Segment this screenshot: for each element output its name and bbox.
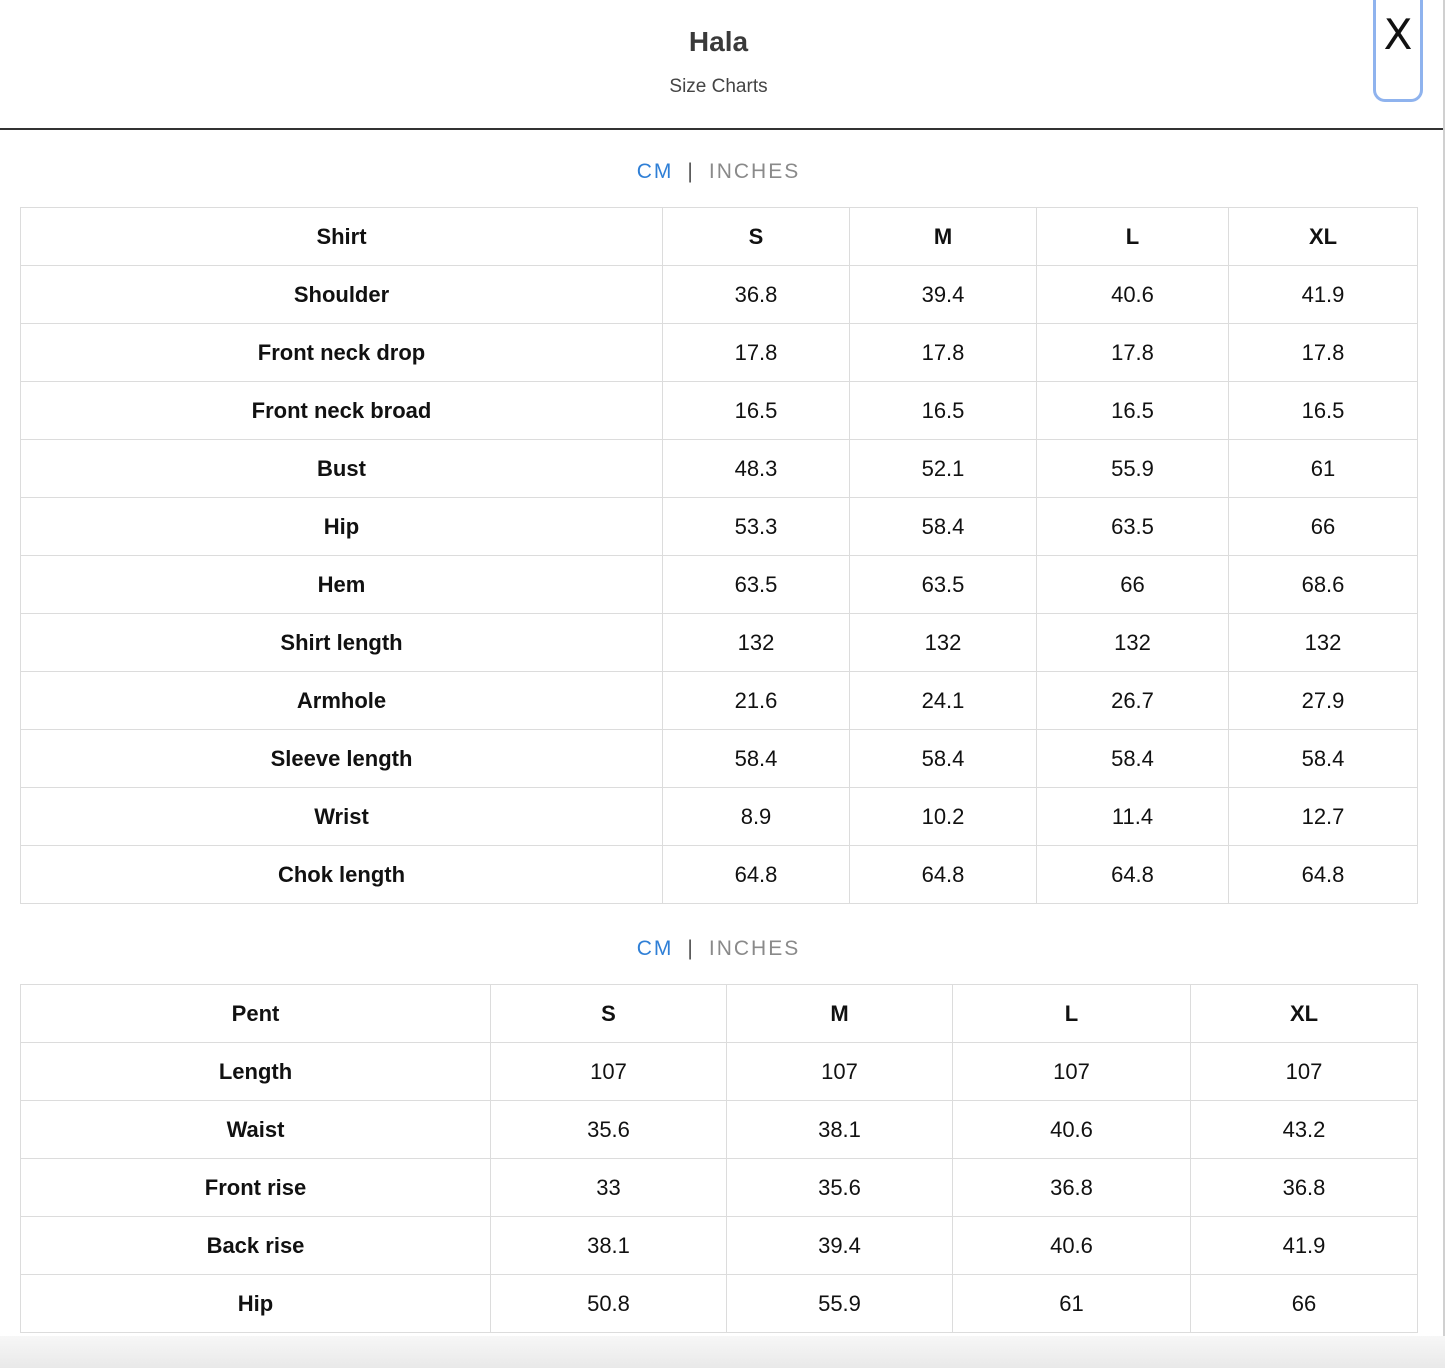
- row-label: Hem: [21, 556, 663, 614]
- unit-separator: |: [687, 160, 695, 183]
- size-value-cell: 107: [1191, 1043, 1418, 1101]
- table-row: [21, 1159, 1418, 1217]
- table-row: [21, 672, 1418, 730]
- size-value-cell: 21.6: [663, 672, 850, 730]
- column-header: XL: [1229, 208, 1418, 266]
- size-value-cell: 64.8: [1037, 846, 1229, 904]
- size-value-cell: 43.2: [1191, 1101, 1418, 1159]
- size-value-cell: 63.5: [663, 556, 850, 614]
- row-label: Hip: [21, 1275, 491, 1333]
- size-value-cell: 64.8: [850, 846, 1037, 904]
- row-label: Shirt length: [21, 614, 663, 672]
- size-value-cell: 68.6: [1229, 556, 1418, 614]
- size-value-cell: 64.8: [663, 846, 850, 904]
- size-value-cell: 27.9: [1229, 672, 1418, 730]
- size-value-cell: 132: [850, 614, 1037, 672]
- size-value-cell: 26.7: [1037, 672, 1229, 730]
- size-value-cell: 40.6: [1037, 266, 1229, 324]
- size-value-cell: 40.6: [953, 1217, 1191, 1275]
- size-value-cell: 132: [663, 614, 850, 672]
- size-value-cell: 107: [491, 1043, 727, 1101]
- column-header: S: [663, 208, 850, 266]
- table-row: [21, 1275, 1418, 1333]
- size-value-cell: 58.4: [663, 730, 850, 788]
- size-value-cell: 53.3: [663, 498, 850, 556]
- shirt-size-table: [20, 207, 1418, 904]
- size-value-cell: 17.8: [850, 324, 1037, 382]
- size-value-cell: 40.6: [953, 1101, 1191, 1159]
- table-header-row: [21, 985, 1418, 1043]
- table-row: [21, 324, 1418, 382]
- table-row: [21, 1043, 1418, 1101]
- size-value-cell: 10.2: [850, 788, 1037, 846]
- size-value-cell: 35.6: [491, 1101, 727, 1159]
- unit-inches-button[interactable]: INCHES: [708, 160, 801, 183]
- size-value-cell: 55.9: [727, 1275, 953, 1333]
- row-label: Waist: [21, 1101, 491, 1159]
- size-value-cell: 64.8: [1229, 846, 1418, 904]
- table-row: [21, 788, 1418, 846]
- size-value-cell: 61: [953, 1275, 1191, 1333]
- size-value-cell: 58.4: [1037, 730, 1229, 788]
- size-value-cell: 16.5: [850, 382, 1037, 440]
- column-header: S: [491, 985, 727, 1043]
- size-value-cell: 63.5: [850, 556, 1037, 614]
- bottom-fade: [0, 1336, 1445, 1368]
- table-row: [21, 846, 1418, 904]
- row-label: Back rise: [21, 1217, 491, 1275]
- size-value-cell: 38.1: [727, 1101, 953, 1159]
- size-value-cell: 8.9: [663, 788, 850, 846]
- row-label: Hip: [21, 498, 663, 556]
- row-label: Shoulder: [21, 266, 663, 324]
- unit-separator: |: [687, 937, 695, 960]
- table-row: [21, 730, 1418, 788]
- row-label: Armhole: [21, 672, 663, 730]
- size-value-cell: 66: [1037, 556, 1229, 614]
- table-row: [21, 382, 1418, 440]
- size-value-cell: 132: [1037, 614, 1229, 672]
- size-value-cell: 52.1: [850, 440, 1037, 498]
- size-value-cell: 16.5: [1037, 382, 1229, 440]
- size-value-cell: 39.4: [727, 1217, 953, 1275]
- column-header: M: [850, 208, 1037, 266]
- row-label: Chok length: [21, 846, 663, 904]
- size-value-cell: 48.3: [663, 440, 850, 498]
- size-value-cell: 107: [953, 1043, 1191, 1101]
- size-value-cell: 63.5: [1037, 498, 1229, 556]
- size-value-cell: 41.9: [1229, 266, 1418, 324]
- size-value-cell: 55.9: [1037, 440, 1229, 498]
- table-row: [21, 266, 1418, 324]
- table-row: [21, 556, 1418, 614]
- unit-inches-button[interactable]: INCHES: [708, 937, 801, 960]
- row-label: Front neck broad: [21, 382, 663, 440]
- close-button[interactable]: [1373, 0, 1423, 102]
- size-value-cell: 12.7: [1229, 788, 1418, 846]
- size-value-cell: 35.6: [727, 1159, 953, 1217]
- size-value-cell: 39.4: [850, 266, 1037, 324]
- size-value-cell: 17.8: [1229, 324, 1418, 382]
- size-value-cell: 36.8: [953, 1159, 1191, 1217]
- size-value-cell: 58.4: [850, 730, 1037, 788]
- table-row: [21, 440, 1418, 498]
- size-value-cell: 132: [1229, 614, 1418, 672]
- row-label: Wrist: [21, 788, 663, 846]
- row-label: Front rise: [21, 1159, 491, 1217]
- size-value-cell: 16.5: [1229, 382, 1418, 440]
- size-value-cell: 17.8: [1037, 324, 1229, 382]
- size-value-cell: 36.8: [1191, 1159, 1418, 1217]
- row-label: Length: [21, 1043, 491, 1101]
- size-value-cell: 24.1: [850, 672, 1037, 730]
- size-value-cell: 16.5: [663, 382, 850, 440]
- table-header-row: [21, 208, 1418, 266]
- size-value-cell: 61: [1229, 440, 1418, 498]
- size-value-cell: 107: [727, 1043, 953, 1101]
- unit-toggle-pent: [0, 937, 1437, 961]
- table-row: [21, 614, 1418, 672]
- unit-toggle-shirt: [0, 160, 1437, 184]
- unit-cm-button[interactable]: CM: [636, 937, 674, 960]
- modal-header: [0, 0, 1445, 130]
- column-header: M: [727, 985, 953, 1043]
- table-row: [21, 498, 1418, 556]
- table-row: [21, 1217, 1418, 1275]
- size-value-cell: 11.4: [1037, 788, 1229, 846]
- size-value-cell: 33: [491, 1159, 727, 1217]
- size-value-cell: 41.9: [1191, 1217, 1418, 1275]
- size-value-cell: 50.8: [491, 1275, 727, 1333]
- column-header: L: [953, 985, 1191, 1043]
- table-row: [21, 1101, 1418, 1159]
- size-value-cell: 58.4: [1229, 730, 1418, 788]
- size-value-cell: 38.1: [491, 1217, 727, 1275]
- column-header: L: [1037, 208, 1229, 266]
- pent-size-table: [20, 984, 1418, 1333]
- size-value-cell: 66: [1229, 498, 1418, 556]
- modal-subtitle: Size Charts: [669, 76, 768, 97]
- size-value-cell: 58.4: [850, 498, 1037, 556]
- close-icon: X: [1383, 10, 1413, 59]
- row-label: Front neck drop: [21, 324, 663, 382]
- column-header: Shirt: [21, 208, 663, 266]
- modal-title: Hala: [688, 26, 749, 57]
- size-value-cell: 36.8: [663, 266, 850, 324]
- row-label: Sleeve length: [21, 730, 663, 788]
- column-header: XL: [1191, 985, 1418, 1043]
- size-value-cell: 66: [1191, 1275, 1418, 1333]
- unit-cm-button[interactable]: CM: [636, 160, 674, 183]
- size-value-cell: 17.8: [663, 324, 850, 382]
- column-header: Pent: [21, 985, 491, 1043]
- row-label: Bust: [21, 440, 663, 498]
